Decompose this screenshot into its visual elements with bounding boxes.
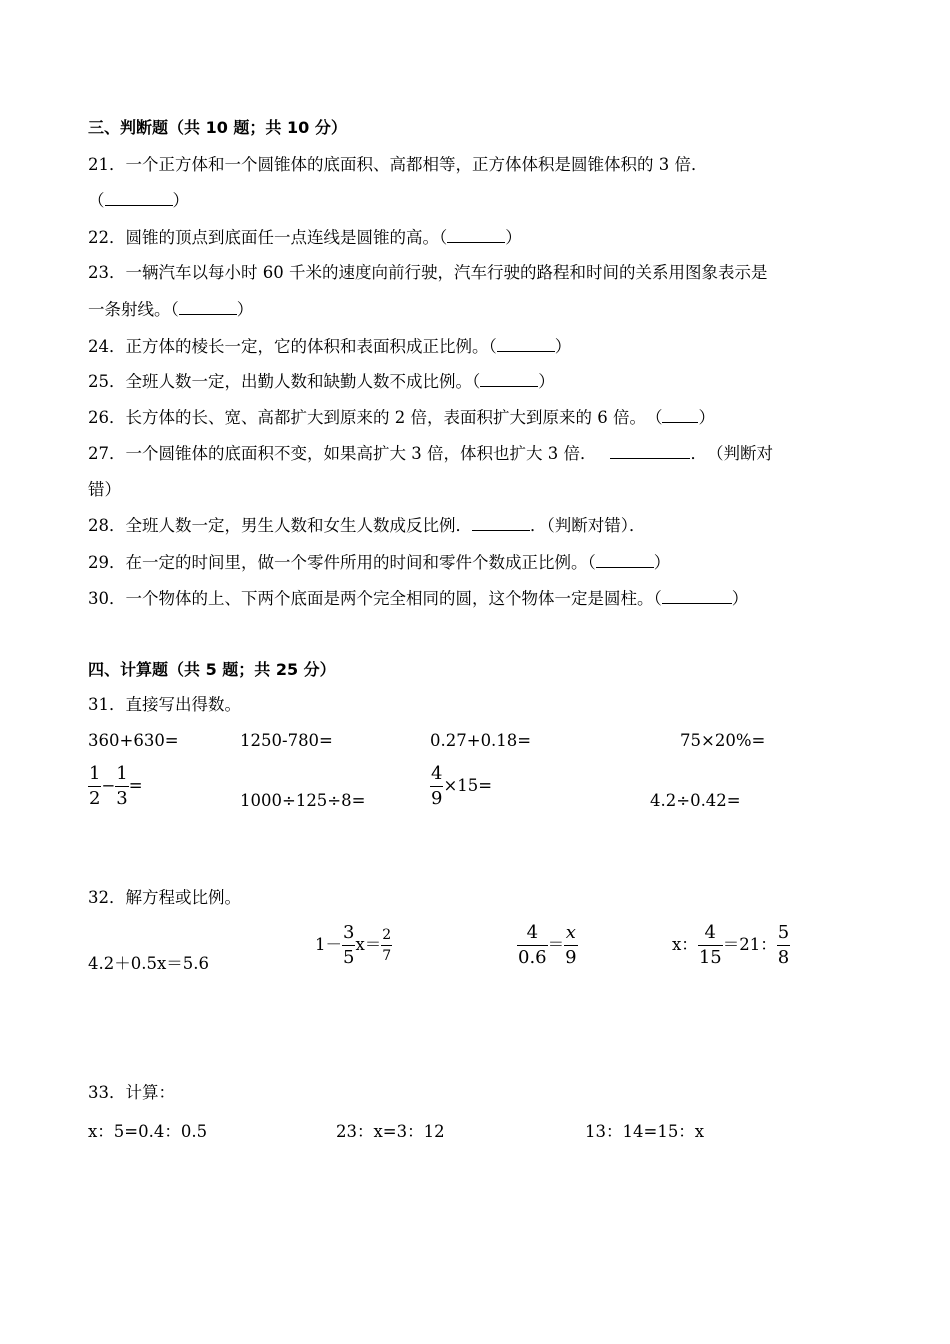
paren-close: ） bbox=[698, 408, 715, 427]
paren-open: （ bbox=[88, 191, 105, 210]
paren-close: ） bbox=[236, 300, 254, 319]
question-text: 26．长方体的长、宽、高都扩大到原来的 2 倍，表面积扩大到原来的 6 倍。 （ bbox=[88, 408, 663, 427]
question-21: 21．一个正方体和一个圆锥体的底面积、高都相等，正方体体积是圆锥体积的 3 倍． bbox=[88, 155, 708, 174]
fraction: $\frac{3}{5}$ bbox=[343, 922, 355, 968]
question-33: 33．计算： bbox=[88, 1083, 175, 1102]
question-text: 27．一个圆锥体的底面积不变，如果高扩大 3 倍，体积也扩大 3 倍． bbox=[88, 444, 597, 463]
question-23-cont bbox=[88, 299, 253, 320]
question-text: 一条射线。（ bbox=[88, 300, 179, 319]
paren-close: ） bbox=[505, 228, 522, 247]
fraction: $\frac{x}{9}$ bbox=[565, 922, 577, 968]
answer-blank-28[interactable] bbox=[472, 515, 530, 531]
fraction: $\frac{2}{7}$ bbox=[382, 927, 392, 964]
answer-blank-27[interactable] bbox=[610, 443, 690, 459]
question-25 bbox=[88, 371, 555, 392]
minus-sign: − bbox=[101, 776, 116, 795]
answer-blank-25[interactable] bbox=[480, 371, 538, 387]
equation-2 bbox=[315, 924, 392, 967]
section3-heading: 三、判断题（共 10 题；共 10 分） bbox=[88, 118, 347, 137]
question-27 bbox=[88, 443, 773, 464]
fraction: $\frac{1}{3}$ bbox=[116, 763, 128, 809]
answer-blank-24[interactable] bbox=[497, 336, 555, 352]
eq-prefix: x： bbox=[672, 935, 698, 954]
section4-heading: 四、计算题（共 5 题；共 25 分） bbox=[88, 660, 336, 679]
fraction: $\frac{4}{0.6}$ bbox=[518, 922, 547, 968]
calc-7 bbox=[430, 765, 492, 808]
eq-prefix: 1－ bbox=[315, 935, 342, 954]
question-31: 31．直接写出得数。 bbox=[88, 695, 241, 714]
fraction: $\frac{4}{15}$ bbox=[698, 922, 722, 968]
calc-rest: ×15= bbox=[443, 776, 493, 795]
calc-5 bbox=[88, 765, 143, 808]
question-29 bbox=[88, 552, 670, 573]
answer-blank-23[interactable] bbox=[179, 299, 237, 315]
answer-blank-30[interactable] bbox=[662, 588, 732, 604]
question-text: 29．在一定的时间里，做一个零件所用的时间和零件个数成正比例。（ bbox=[88, 553, 596, 572]
question-24 bbox=[88, 336, 571, 357]
question-text: 30．一个物体的上、下两个底面是两个完全相同的圆，这个物体一定是圆柱。（ bbox=[88, 589, 662, 608]
paren-close: ） bbox=[538, 372, 555, 391]
question-32: 32．解方程或比例。 bbox=[88, 888, 241, 907]
eq-middle: ＝21： bbox=[722, 935, 777, 954]
fraction: $\frac{1}{2}$ bbox=[89, 763, 101, 809]
question-text: 28．全班人数一定，男生人数和女生人数成反比例． bbox=[88, 516, 472, 535]
question-text: 22．圆锥的顶点到底面任一点连线是圆锥的高。（ bbox=[88, 228, 448, 247]
answer-blank-29[interactable] bbox=[596, 552, 654, 568]
paren-close: ） bbox=[731, 589, 749, 608]
equation-1: 4.2＋0.5x＝5.6 bbox=[88, 954, 210, 973]
paren-close: ） bbox=[554, 337, 572, 356]
answer-blank-22[interactable] bbox=[447, 227, 505, 243]
fraction: $\frac{4}{9}$ bbox=[431, 763, 443, 809]
answer-blank-26[interactable] bbox=[662, 407, 698, 423]
calc-6: 1000÷125÷8= bbox=[240, 791, 366, 810]
question-suffix: ．（判断对错）． bbox=[530, 516, 646, 535]
proportion-3: 13：14=15：x bbox=[585, 1122, 705, 1141]
calc-1: 360+630= bbox=[88, 731, 179, 750]
question-28 bbox=[88, 515, 646, 536]
proportion-2: 23：x=3：12 bbox=[336, 1122, 445, 1141]
equals-sign: = bbox=[128, 776, 143, 795]
paren-close: ） bbox=[653, 553, 671, 572]
equals-sign: ＝ bbox=[547, 935, 565, 954]
paren-close: ） bbox=[172, 191, 189, 210]
calc-2: 1250-780= bbox=[240, 731, 333, 750]
question-suffix: ． （判断对 bbox=[690, 444, 773, 463]
calc-4: 75×20%= bbox=[680, 731, 766, 750]
calc-8: 4.2÷0.42= bbox=[650, 791, 741, 810]
question-22 bbox=[88, 227, 522, 248]
question-text: 25．全班人数一定，出勤人数和缺勤人数不成比例。（ bbox=[88, 372, 481, 391]
question-26 bbox=[88, 407, 715, 428]
equation-3 bbox=[517, 924, 578, 967]
question-23: 23．一辆汽车以每小时 60 千米的速度向前行驶，汽车行驶的路程和时间的关系用图象表示是 bbox=[88, 263, 768, 282]
eq-middle: x＝ bbox=[355, 935, 382, 954]
question-30 bbox=[88, 588, 748, 609]
proportion-1: x：5=0.4：0.5 bbox=[88, 1122, 208, 1141]
blank-line bbox=[105, 190, 173, 206]
equation-4 bbox=[672, 924, 790, 967]
answer-blank-21[interactable] bbox=[88, 190, 189, 211]
fraction: $\frac{5}{8}$ bbox=[777, 922, 790, 968]
calc-3: 0.27+0.18= bbox=[430, 731, 532, 750]
question-27-cont: 错） bbox=[88, 480, 121, 499]
question-text: 24．正方体的棱长一定，它的体积和表面积成正比例。（ bbox=[88, 337, 497, 356]
